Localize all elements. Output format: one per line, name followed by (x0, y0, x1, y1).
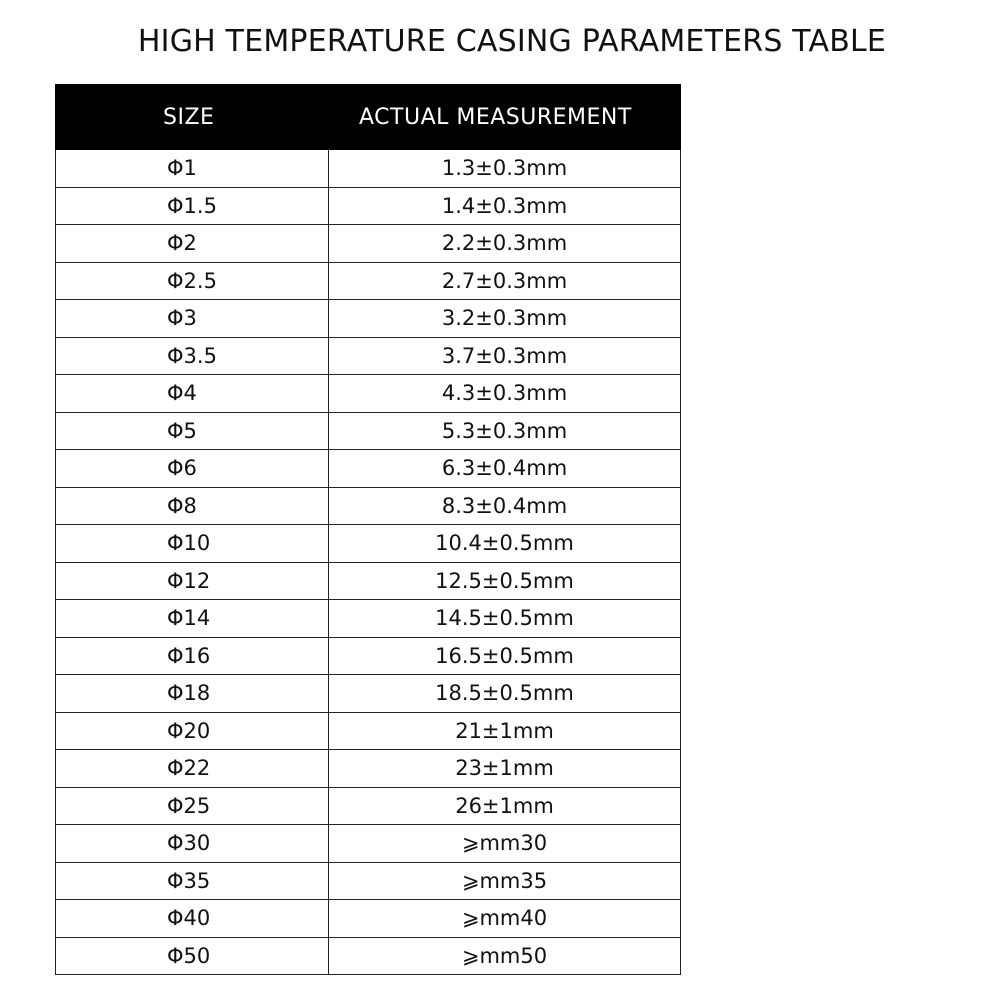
measurement-cell: 1.4±0.3mm (329, 187, 681, 225)
table-header-row (56, 85, 681, 150)
measurement-cell: 2.2±0.3mm (329, 225, 681, 263)
table-row (56, 562, 681, 600)
measurement-cell: ⩾mm35 (329, 862, 681, 900)
size-cell: Φ8 (56, 487, 329, 525)
measurement-cell: 2.7±0.3mm (329, 262, 681, 300)
table-row (56, 675, 681, 713)
measurement-cell: 4.3±0.3mm (329, 375, 681, 413)
measurement-cell: 14.5±0.5mm (329, 600, 681, 638)
size-cell: Φ22 (56, 750, 329, 788)
table-row (56, 487, 681, 525)
size-cell: Φ1.5 (56, 187, 329, 225)
size-cell: Φ2.5 (56, 262, 329, 300)
table-row (56, 750, 681, 788)
size-cell: Φ3.5 (56, 337, 329, 375)
column-header-measurement: ACTUAL MEASUREMENT (329, 85, 681, 150)
table-row (56, 412, 681, 450)
measurement-cell: ⩾mm40 (329, 900, 681, 938)
size-cell: Φ18 (56, 675, 329, 713)
column-header-size: SIZE (56, 85, 329, 150)
measurement-cell: 23±1mm (329, 750, 681, 788)
measurement-cell: 18.5±0.5mm (329, 675, 681, 713)
measurement-cell: 3.2±0.3mm (329, 300, 681, 338)
table-header (56, 85, 681, 150)
measurement-cell: 3.7±0.3mm (329, 337, 681, 375)
size-cell: Φ40 (56, 900, 329, 938)
table-row (56, 300, 681, 338)
measurement-cell: 10.4±0.5mm (329, 525, 681, 563)
table-row (56, 937, 681, 975)
parameters-table (55, 84, 681, 975)
measurement-cell: ⩾mm50 (329, 937, 681, 975)
size-cell: Φ30 (56, 825, 329, 863)
table-row (56, 900, 681, 938)
table-row (56, 600, 681, 638)
size-cell: Φ14 (56, 600, 329, 638)
table-row (56, 337, 681, 375)
size-cell: Φ3 (56, 300, 329, 338)
table-row (56, 225, 681, 263)
table-row (56, 525, 681, 563)
table-row (56, 712, 681, 750)
table-row (56, 262, 681, 300)
size-cell: Φ5 (56, 412, 329, 450)
table-row (56, 450, 681, 488)
table-row (56, 862, 681, 900)
size-cell: Φ10 (56, 525, 329, 563)
measurement-cell: 16.5±0.5mm (329, 637, 681, 675)
size-cell: Φ25 (56, 787, 329, 825)
size-cell: Φ4 (56, 375, 329, 413)
size-cell: Φ12 (56, 562, 329, 600)
table-row (56, 787, 681, 825)
size-cell: Φ50 (56, 937, 329, 975)
measurement-cell: 12.5±0.5mm (329, 562, 681, 600)
size-cell: Φ16 (56, 637, 329, 675)
table-row (56, 825, 681, 863)
table-row (56, 375, 681, 413)
measurement-cell: 21±1mm (329, 712, 681, 750)
table-row (56, 637, 681, 675)
size-cell: Φ2 (56, 225, 329, 263)
size-cell: Φ20 (56, 712, 329, 750)
measurement-cell: 26±1mm (329, 787, 681, 825)
table-row (56, 150, 681, 188)
measurement-cell: 6.3±0.4mm (329, 450, 681, 488)
measurement-cell: 5.3±0.3mm (329, 412, 681, 450)
size-cell: Φ6 (56, 450, 329, 488)
size-cell: Φ1 (56, 150, 329, 188)
measurement-cell: 1.3±0.3mm (329, 150, 681, 188)
size-cell: Φ35 (56, 862, 329, 900)
table-body (56, 150, 681, 975)
page-title: HIGH TEMPERATURE CASING PARAMETERS TABLE (137, 24, 887, 59)
table-row (56, 187, 681, 225)
measurement-cell: ⩾mm30 (329, 825, 681, 863)
measurement-cell: 8.3±0.4mm (329, 487, 681, 525)
